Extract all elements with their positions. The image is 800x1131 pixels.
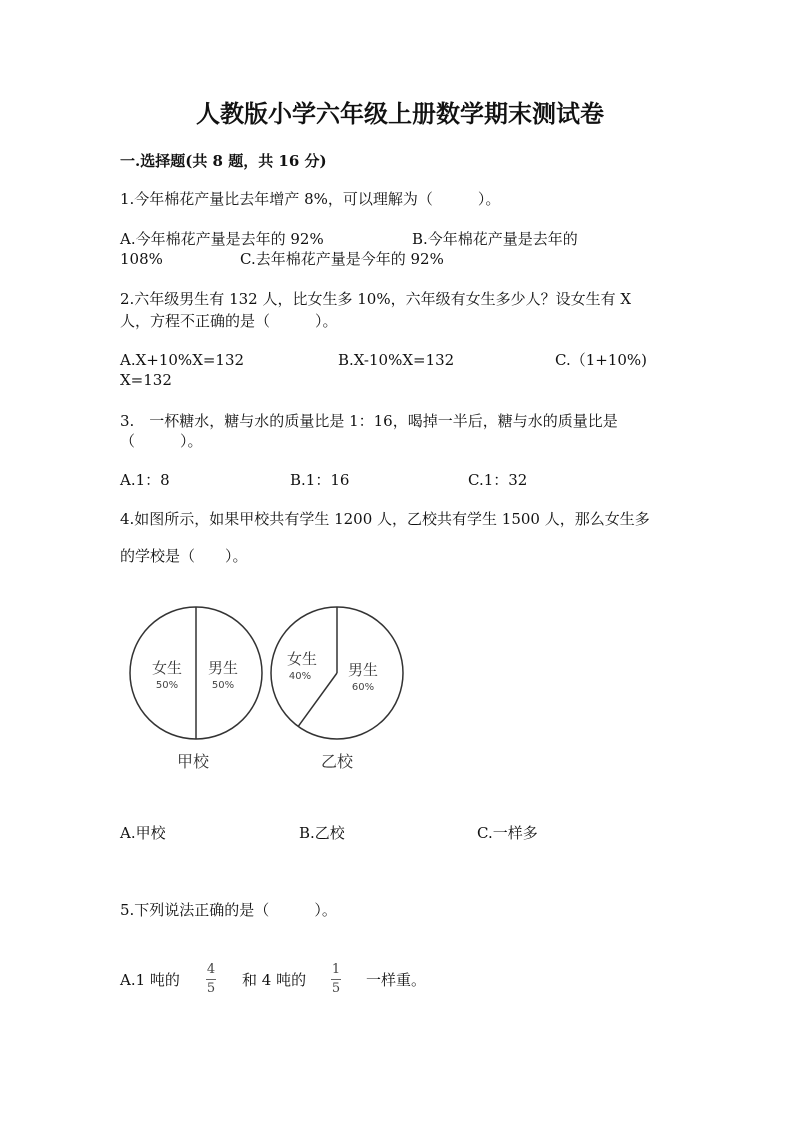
q4-stem-line1: 4.如图所示，如果甲校共有学生 1200 人，乙校共有学生 1500 人，那么女生多 [120, 510, 650, 528]
q3-option-c: C.1：32 [468, 471, 528, 489]
school-b-girls-label: 女生 [286, 650, 318, 668]
q1-option-b-continued: 108% [120, 250, 163, 268]
q3-option-a: A.1：8 [120, 471, 170, 489]
q1-option-c: C.去年棉花产量是今年的 92% [240, 250, 444, 268]
q2-option-c-continued: X=132 [120, 371, 172, 389]
q3-stem-line1: 3. 一杯糖水，糖与水的质量比是 1：16，喝掉一半后，糖与水的质量比是 [120, 412, 618, 430]
q2-stem-line1: 2.六年级男生有 132 人，比女生多 10%，六年级有女生多少人？设女生有 X [120, 290, 632, 308]
school-b-boys-pct: 60% [351, 682, 375, 693]
q4-option-a: A.甲校 [120, 824, 166, 842]
fraction-denominator: 5 [206, 981, 216, 996]
school-a-caption: 甲校 [176, 752, 210, 771]
q4-stem-line2: 的学校是（ ）。 [120, 547, 248, 565]
q3-option-b: B.1：16 [290, 471, 350, 489]
school-a-boys-label: 男生 [207, 659, 239, 677]
q5-option-a-middle: 和 4 吨的 [242, 971, 307, 989]
q5-option-a-prefix: A.1 吨的 [120, 971, 180, 989]
q2-option-a: A.X+10%X=132 [120, 351, 245, 369]
q1-option-a: A.今年棉花产量是去年的 92% [120, 230, 324, 248]
q5-stem: 5.下列说法正确的是（ ）。 [120, 901, 337, 919]
q5-fraction-four-fifths [201, 962, 221, 997]
section-heading: 一.选择题(共 8 题，共 16 分) [120, 152, 327, 170]
q1-stem: 1.今年棉花产量比去年增产 8%，可以理解为（ ）。 [120, 190, 501, 208]
page-title: 人教版小学六年级上册数学期末测试卷 [196, 99, 604, 128]
fraction-denominator: 5 [331, 981, 341, 996]
q5-fraction-one-fifth [326, 962, 346, 997]
pie-figure [125, 603, 415, 783]
fraction-numerator: 1 [331, 962, 341, 977]
school-b-caption: 乙校 [320, 752, 354, 771]
fraction-numerator: 4 [206, 962, 216, 977]
school-b-girls-pct: 40% [288, 671, 312, 682]
q1-option-b: B.今年棉花产量是去年的 [412, 230, 578, 248]
school-a-girls-label: 女生 [151, 659, 183, 677]
q3-stem-line2: （ ）。 [120, 432, 203, 450]
q2-stem-line2: 人，方程不正确的是（ ）。 [120, 312, 338, 330]
fraction-bar [331, 979, 341, 980]
school-a-girls-pct: 50% [155, 680, 179, 691]
q4-option-c: C.一样多 [477, 824, 538, 842]
q2-option-c: C.（1+10%) [555, 351, 648, 369]
q5-option-a-suffix: 一样重。 [366, 971, 427, 989]
q2-option-b: B.X-10%X=132 [338, 351, 455, 369]
fraction-bar [206, 979, 216, 980]
school-a-boys-pct: 50% [211, 680, 235, 691]
q4-option-b: B.乙校 [299, 824, 345, 842]
school-b-boys-label: 男生 [347, 661, 379, 679]
